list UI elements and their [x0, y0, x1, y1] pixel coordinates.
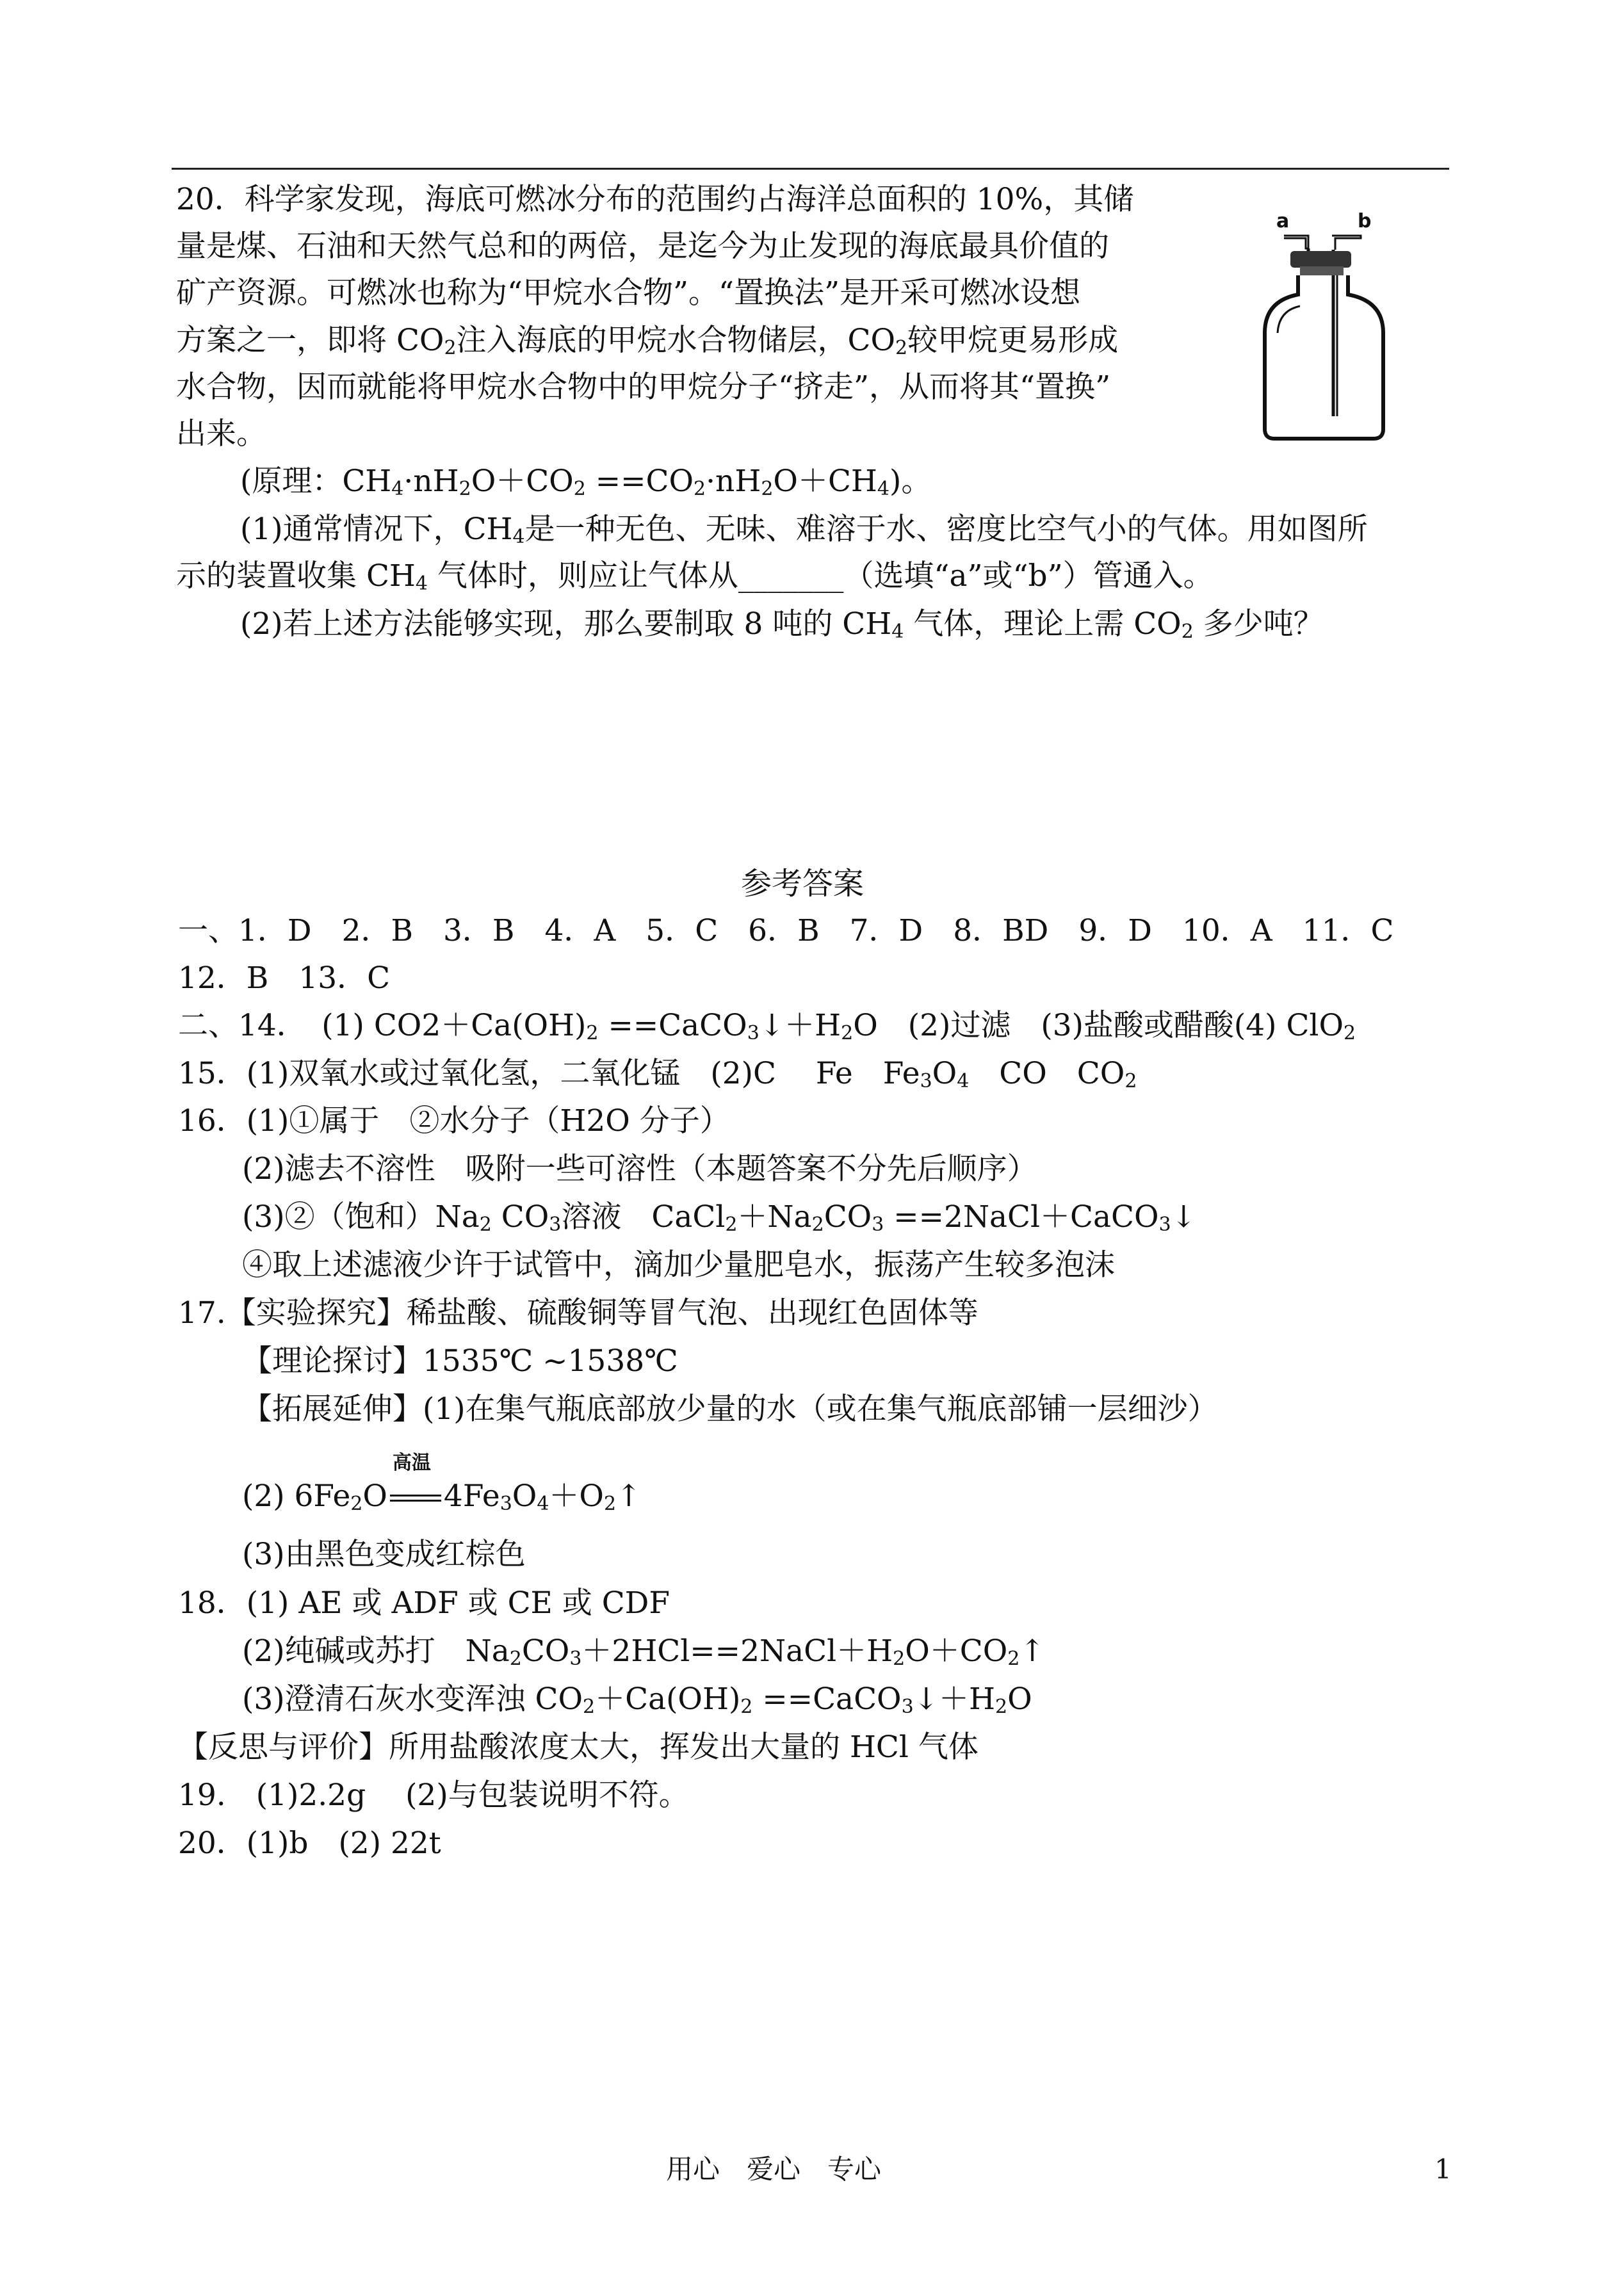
answer-line: (3)②（饱和）$Na_2$ $CO_3$溶液 $CaCl_2+Na_2CO_3$ ==2NaCl＋CaCO$_3$↓ — [242, 1199, 1196, 1236]
answer-line: (3)澄清石灰水变浑浊 $CO_2+Ca(OH)_2$ $==CaCO_3↓+H_2O$ — [242, 1682, 1032, 1718]
footer-motto: 用心 爱心 专心 — [666, 2153, 882, 2185]
tube-a-label: a — [1276, 210, 1290, 232]
answer-line: 【理论探讨】1535℃ ~1538℃ — [242, 1343, 678, 1379]
q20-line: 矿产资源。可燃冰也称为“甲烷水合物”。“置换法”是开采可燃冰设想 — [176, 275, 1081, 311]
answer-line: 16．(1)①属于 ②水分子（H2O 分子） — [178, 1103, 730, 1139]
bottle-outline — [1265, 275, 1383, 439]
answer-line: 【拓展延伸】(1)在集气瓶底部放少量的水（或在集气瓶底部铺一层细沙） — [242, 1391, 1218, 1427]
reaction-condition: 高温 — [392, 1452, 431, 1474]
stopper — [1290, 251, 1351, 268]
q20-part1-cont: 示的装置收集 $CH_4$ 气体时，则应让气体从_______（选填“a”或“b”）管通入。 — [176, 558, 1214, 595]
answer-line: 12．B 13．C — [178, 961, 391, 996]
answer-line: 17.【实验探究】稀盐酸、硫酸铜等冒气泡、出现红色固体等 — [178, 1295, 978, 1331]
q20-principle: (原理：$CH_4\cdot nH_2O+CO_2 ==CO_2\cdot nH_2O+CH_4$)。 — [240, 464, 932, 500]
tube-b-label: b — [1358, 210, 1372, 232]
answer-line: 19. (1)2.2g (2)与包装说明不符。 — [178, 1778, 689, 1813]
answer-line: 20．(1)b (2) 22t — [178, 1826, 441, 1861]
answer-line: (3)由黑色变成红棕色 — [242, 1537, 526, 1572]
answer-equation: (2) $6Fe_2O$ 高温 $4Fe_3O_4+O_2↑$ — [242, 1452, 642, 1515]
answer-line: 18．(1) AE 或 ADF 或 CE 或 CDF — [178, 1585, 670, 1621]
page-number: 1 — [1434, 2153, 1452, 2185]
answer-line: 15．(1)双氧水或过氧化氢，二氧化锰 (2)C Fe $Fe_3O_4$ CO $CO_2$ — [178, 1056, 1137, 1092]
q20-line: 量是煤、石油和天然气总和的两倍，是迄今为止发现的海底最具价值的 — [176, 229, 1109, 264]
reaction-arrow — [390, 1452, 441, 1505]
q20-line: 水合物，因而就能将甲烷水合物中的甲烷分子“挤走”，从而将其“置换” — [176, 369, 1111, 405]
answer-line: (2)滤去不溶性 吸附一些可溶性（本题答案不分先后顺序） — [242, 1151, 1037, 1187]
q20-part2: (2)若上述方法能够实现，那么要制取 8 吨的 $CH_4$ 气体，理论上需 $CO_2$ 多少吨？ — [240, 606, 1324, 643]
q20-line: 20．科学家发现，海底可燃冰分布的范围约占海洋总面积的 10%，其储 — [176, 182, 1134, 217]
q20-line: 方案之一，即将 $CO_2$注入海底的甲烷水合物储层，$CO_2$较甲烷更易形成 — [176, 323, 1119, 359]
answer-line: 一、1．D 2．B 3．B 4．A 5．C 6．B 7．D 8．BD 9．D 10．A 11．C — [178, 913, 1394, 948]
answer-line: 【反思与评价】所用盐酸浓度太大，挥发出大量的 HCl 气体 — [178, 1730, 978, 1765]
q20-part1: (1)通常情况下，$CH_4$是一种无色、无味、难溶于水、密度比空气小的气体。用如图所 — [240, 512, 1368, 548]
answer-line: 二、14． (1) $CO2+Ca(OH)_2$ $==CaCO_3↓+H_2O$ (2)过滤 (3)盐酸或醋酸(4) ClO$_2$ — [178, 1008, 1356, 1044]
answer-line: (2)纯碱或苏打 $Na_2CO_3+2HCl==2NaCl+H_2O+CO_2↑$ — [242, 1634, 1045, 1670]
header-rule — [172, 168, 1449, 170]
answer-line: ④取上述滤液少许于试管中，滴加少量肥皂水，振荡产生较多泡沫 — [242, 1247, 1115, 1283]
answers-title: 参考答案 — [741, 866, 865, 902]
q20-line: 出来。 — [176, 416, 266, 451]
gas-bottle-figure — [1252, 205, 1393, 448]
